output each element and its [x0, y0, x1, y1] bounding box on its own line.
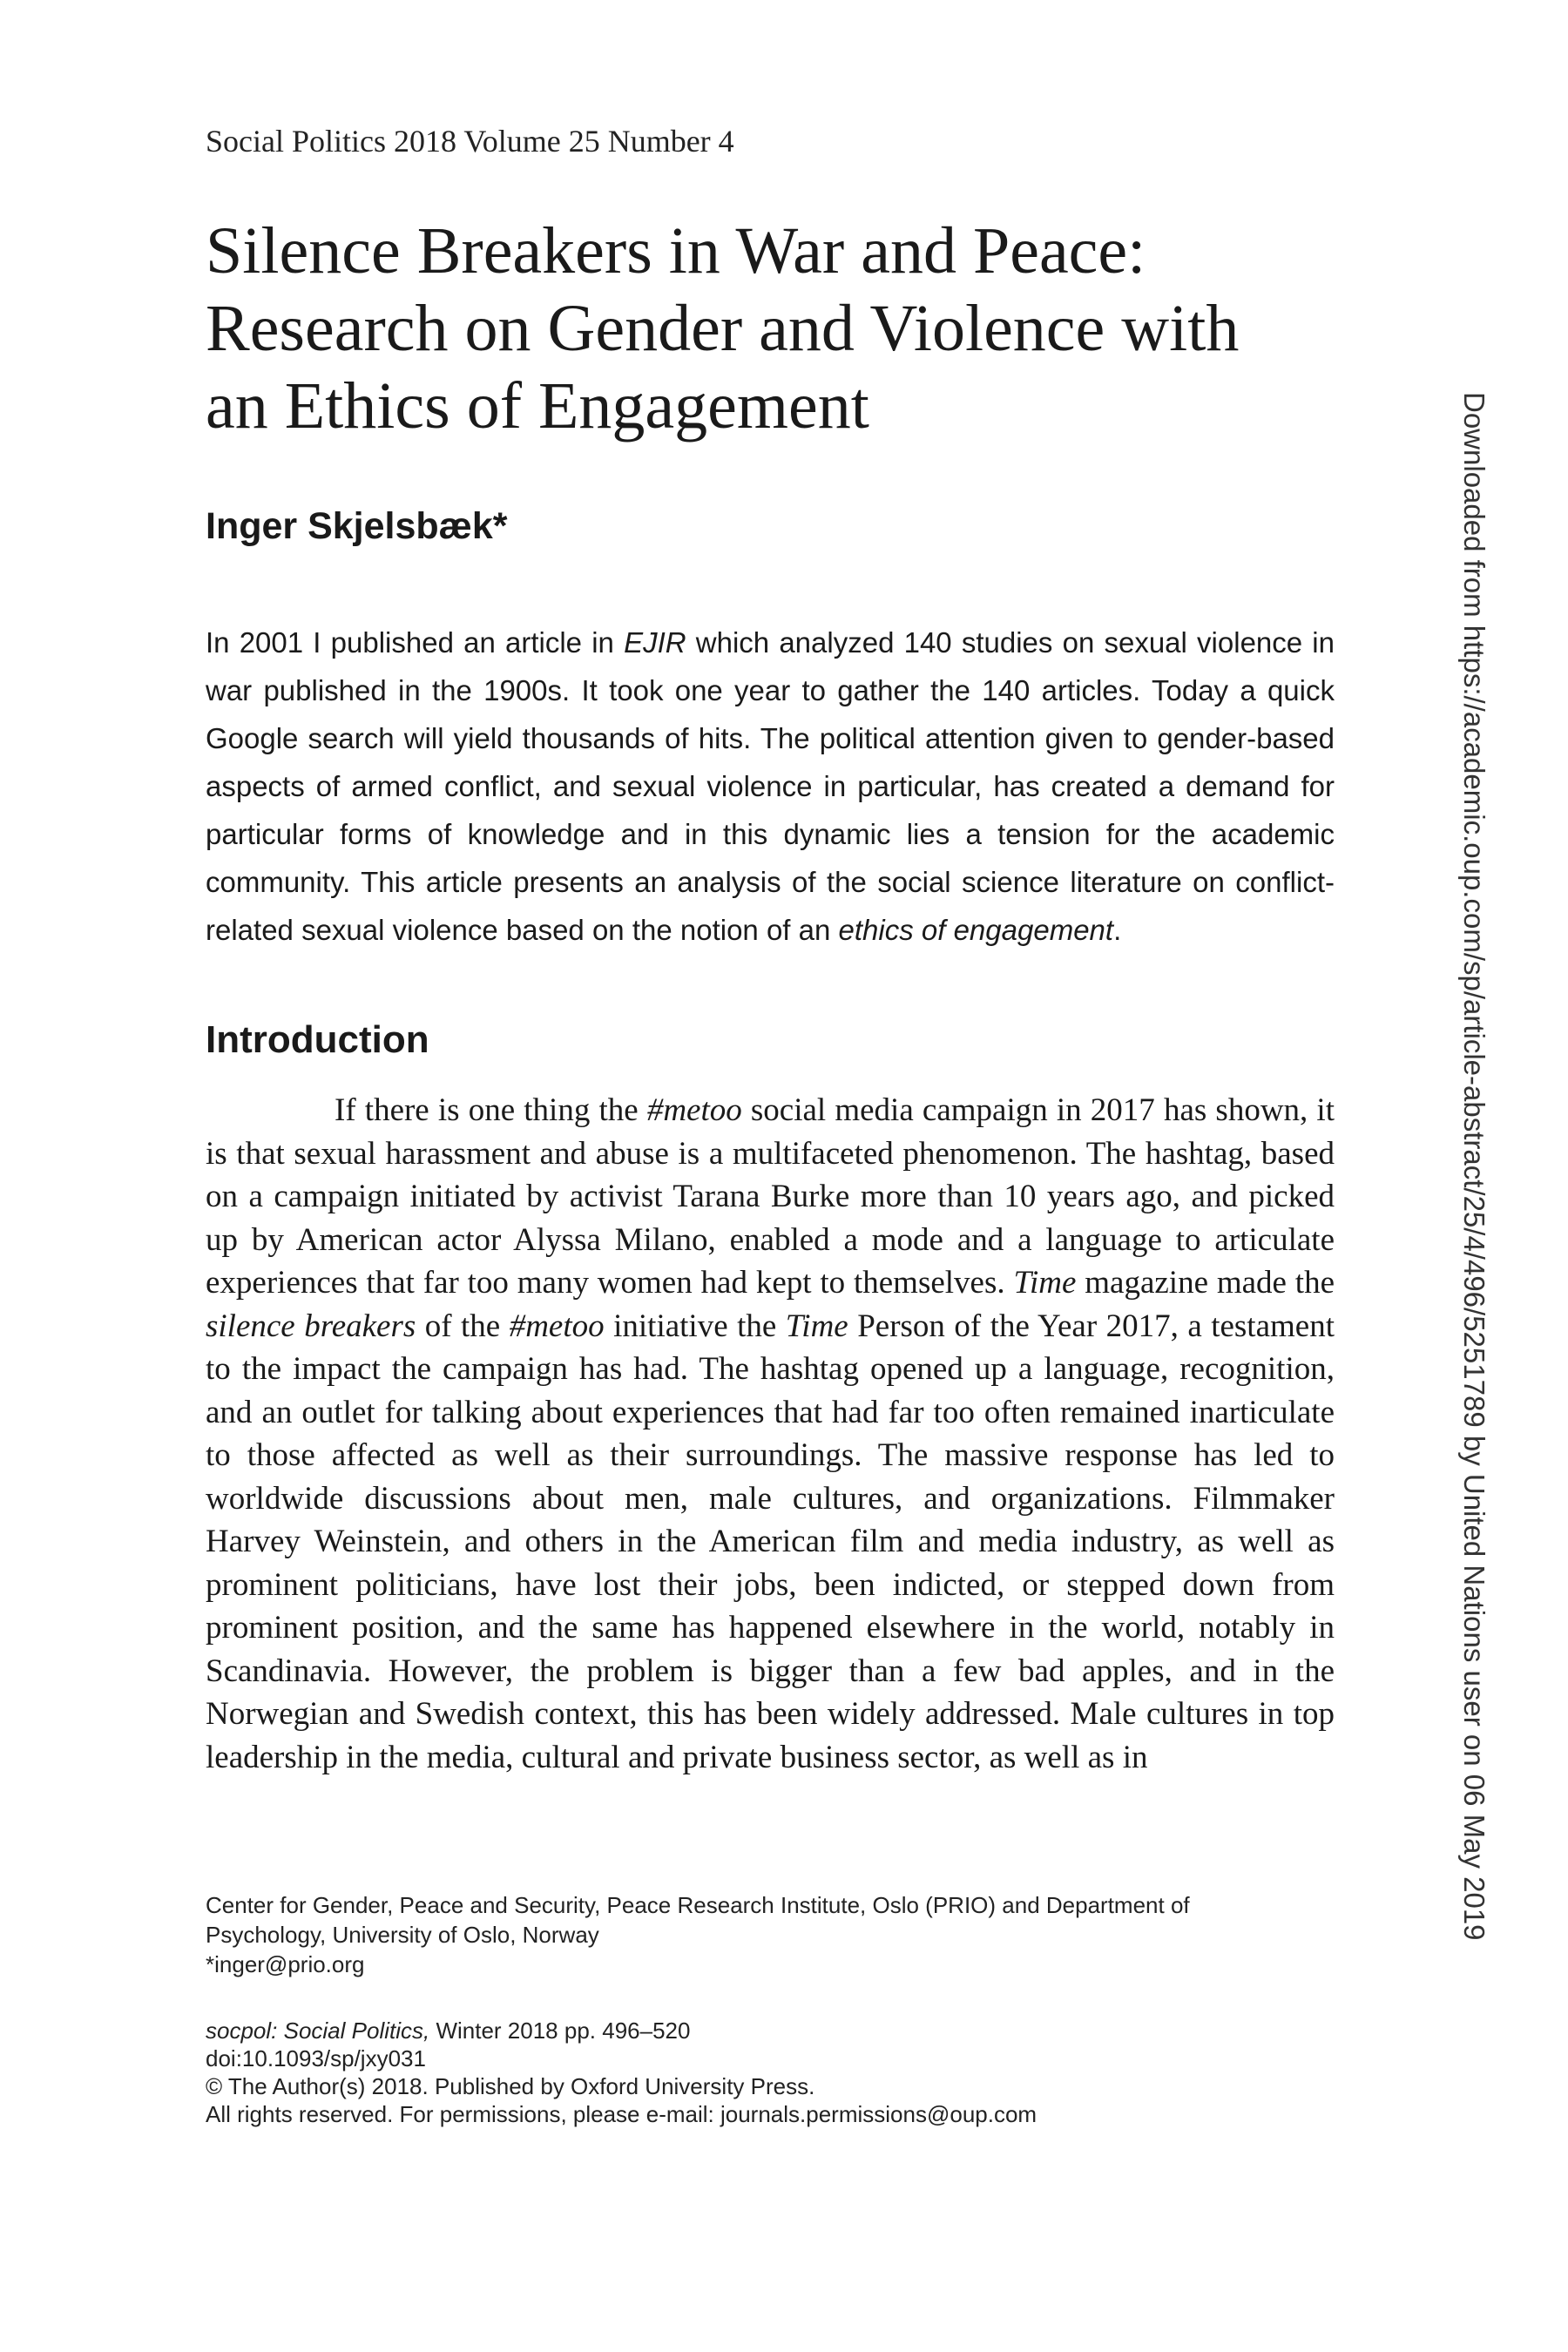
body-text-5: initiative the — [604, 1308, 786, 1344]
article-title — [206, 213, 1408, 445]
body-magazine-2: Time — [785, 1308, 848, 1344]
abstract-journal-name: EJIR — [624, 626, 686, 659]
abstract-text-2: which analyzed 140 studies on sexual violence in war published in the 1900s. It took one year to gather the 140 articles. Today a quick Google search will yield thousands of hits. The political attention given to gender-based aspects of armed conflict, and sexual violence in particular, has created a demand for particular forms of knowledge and in this dynamic lies a tension for the academic community. This article presents an analysis of the social science literature on conflict-related sexual violence based on the notion of an — [206, 626, 1335, 946]
body-text-6: Person of the Year 2017, a testament to the impact the campaign has had. The hashtag opened up a language, recognition, and an outlet for talking about experiences that had far too often remained inarticulate to those affected as well as their surroundings. The massive response has led to worldwide discussions about men, male cultures, and organizations. Filmmaker Harvey Weinstein, and others in the American film and media industry, as well as prominent politicians, have lost their jobs, been indicted, or stepped down from prominent position, and the same has happened elsewhere in the world, notably in Scandinavia. However, the problem is bigger than a few bad apples, and in the Norwegian and Swedish context, this has been widely addressed. Male cultures in top leadership in the media, cultural and private business sector, as well as in — [206, 1308, 1335, 1775]
body-text-4: of the — [416, 1308, 510, 1344]
affiliation-line-1: Center for Gender, Peace and Security, Peace Research Institute, Oslo (PRIO) and Department of — [206, 1892, 1190, 1918]
journal-citation — [206, 2017, 1355, 2044]
abstract — [206, 618, 1335, 954]
rights-line: All rights reserved. For permissions, please e-mail: journals.permissions@oup.com — [206, 2101, 1037, 2127]
body-text-2: social media campaign in 2017 has shown, it is that sexual harassment and abuse is a multifaceted phenomenon. The hashtag, based on a campaign initiated by activist Tarana Burke more than 10 years ago, and picked up by American actor Alyssa Milano, enabled a mode and a language to articulate experiences that far too many women had kept to themselves. — [206, 1092, 1335, 1301]
body-text-3: magazine made the — [1076, 1265, 1335, 1301]
body-hashtag-2: #metoo — [509, 1308, 605, 1344]
author-email: *inger@prio.org — [206, 1951, 365, 1977]
title-line-2: Research on Gender and Violence with — [206, 292, 1240, 365]
affiliation-line-2: Psychology, University of Oslo, Norway — [206, 1922, 599, 1948]
body-hashtag: #metoo — [646, 1092, 742, 1128]
body-text-1: If there is one thing the — [335, 1092, 647, 1128]
abstract-end: . — [1113, 914, 1122, 946]
body-magazine: Time — [1013, 1265, 1077, 1301]
copyright-text: The Author(s) 2018. Published by Oxford University Press. — [222, 2073, 815, 2099]
title-line-3: an Ethics of Engagement — [206, 369, 869, 443]
copyright-symbol: © — [206, 2073, 223, 2099]
author-name: Inger Skjelsbæk* — [206, 505, 508, 547]
issue-pages: Winter 2018 pp. 496–520 — [429, 2017, 691, 2044]
section-heading-introduction: Introduction — [206, 1018, 429, 1061]
title-line-1: Silence Breakers in War and Peace: — [206, 214, 1146, 287]
author-affiliation — [206, 1890, 1355, 1979]
journal-name: socpol: Social Politics, — [206, 2017, 430, 2044]
download-notice: Downloaded from https://academic.oup.com/sp/article-abstract/25/4/496/5251789 by United Nations user on 06 May 2019 — [1458, 392, 1490, 1941]
abstract-concept: ethics of engagement — [838, 914, 1114, 946]
body-silence-breakers: silence breakers — [206, 1308, 416, 1344]
body-paragraph — [206, 1089, 1335, 1779]
publication-info — [206, 2017, 1355, 2128]
doi: doi:10.1093/sp/jxy031 — [206, 2045, 426, 2072]
running-head: Social Politics 2018 Volume 25 Number 4 — [206, 124, 734, 159]
copyright-line — [206, 2072, 1355, 2100]
abstract-text-1: In 2001 I published an article in — [206, 626, 625, 659]
